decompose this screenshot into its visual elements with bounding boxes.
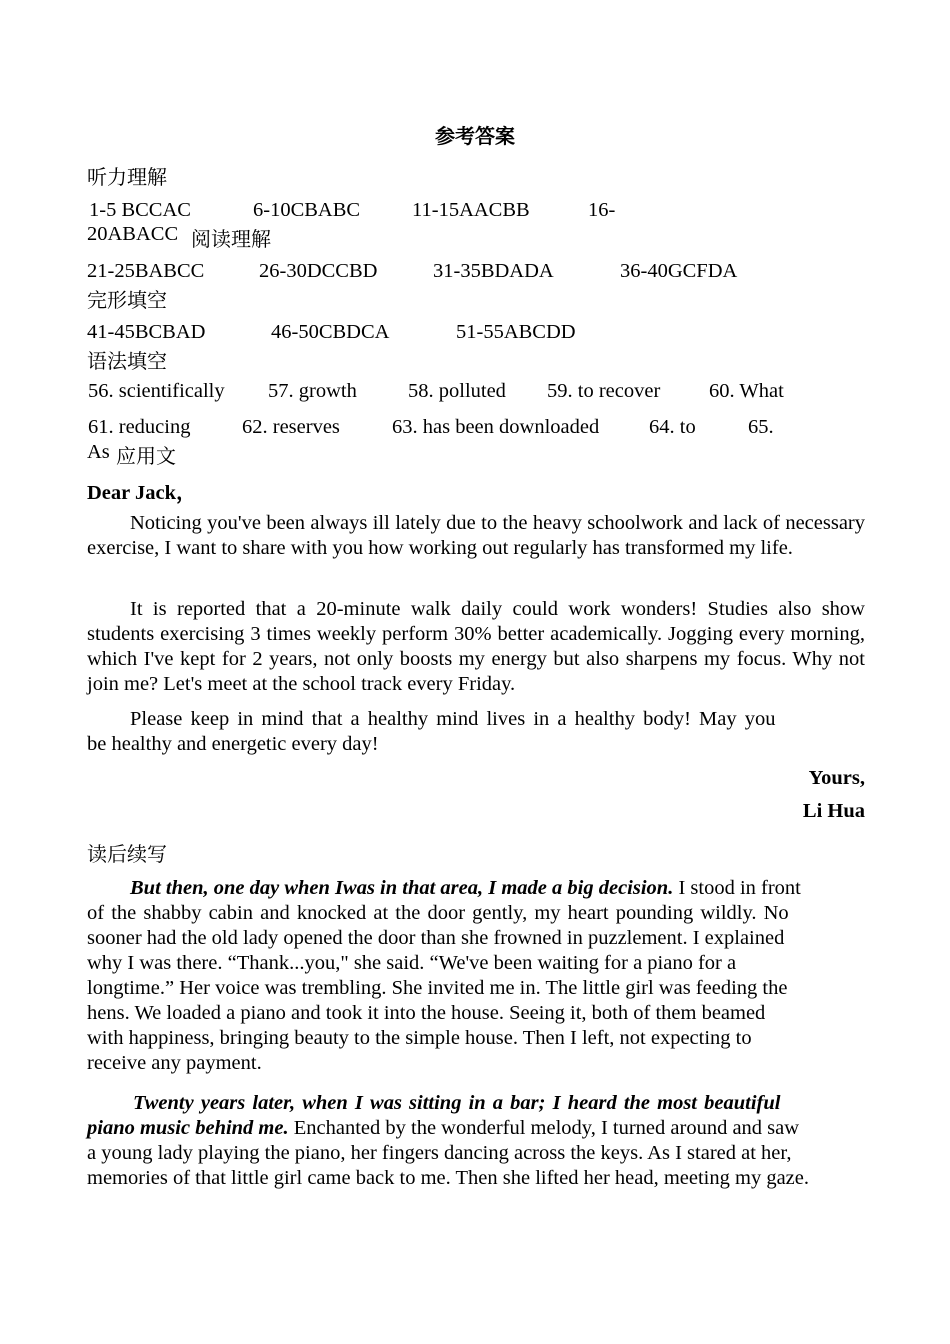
paragraph-text: Enchanted by the wonderful melody, I turned around and saw xyxy=(288,1117,800,1139)
paragraph-line: memories of that little girl came back to me. Then she lifted her head, meeting my gaze. xyxy=(87,1167,809,1189)
letter-signature: Li Hua xyxy=(802,800,865,822)
paragraph-text: Noticing you've been always ill lately due to the heavy schoolwork and lack of necessary exercise, I want to share with you how working out regularly has transformed my life. xyxy=(87,512,865,559)
answer-item: 62. reserves xyxy=(242,416,340,438)
page-title: 参考答案 xyxy=(435,124,515,148)
paragraph-text: It is reported that a 20-minute walk daily could work wonders! Studies also show students exercising 3 times weekly perform 30% better academically. Jogging every morning, which I've kept for 2 years, not only boosts my energy but also sharpens my focus. Why not join me? Let's meet at the school track every Friday. xyxy=(87,598,865,695)
answer-group: 20ABACC xyxy=(87,223,179,245)
paragraph-line: longtime.” Her voice was trembling. She invited me in. The little girl was feeding the xyxy=(87,977,788,999)
letter-salutation: Dear Jack， xyxy=(87,482,197,504)
paragraph-line: a young lady playing the piano, her fingers dancing across the keys. As I stared at her, xyxy=(87,1142,792,1164)
section-heading-grammar: 语法填空 xyxy=(87,349,167,373)
answer-item: 58. polluted xyxy=(408,380,506,402)
answer-item: 60. What xyxy=(709,380,784,402)
answer-item: 65. xyxy=(748,416,774,438)
answer-group: 31-35BDADA xyxy=(433,260,554,282)
section-heading-continuation: 读后续写 xyxy=(87,842,167,866)
answer-item: 63. has been downloaded xyxy=(392,416,600,438)
paragraph-line: hens. We loaded a piano and took it into the house. Seeing it, both of them beamed xyxy=(87,1002,766,1024)
answer-item: As xyxy=(87,441,110,463)
section-heading-listening: 听力理解 xyxy=(87,165,167,189)
answer-group: 21-25BABCC xyxy=(87,260,205,282)
section-heading-reading: 阅读理解 xyxy=(191,227,271,251)
paragraph-line: sooner had the old lady opened the door than she frowned in puzzlement. I explained xyxy=(87,927,785,949)
paragraph-lead-sentence: But then, one day when Iwas in that area, I made a big decision. xyxy=(130,877,674,899)
answer-item: 56. scientifically xyxy=(88,380,225,402)
answer-group: 6-10CBABC xyxy=(253,199,361,221)
paragraph-line: why I was there. “Thank...you," she said. “We've been waiting for a piano for a xyxy=(87,952,737,974)
letter-closing: Yours, xyxy=(808,767,865,789)
letter-paragraph-2 xyxy=(87,597,865,697)
answer-item: 57. growth xyxy=(268,380,357,402)
paragraph-line: receive any payment. xyxy=(87,1052,262,1074)
paragraph-line: of the shabby cabin and knocked at the door gently, my heart pounding wildly. No xyxy=(87,902,789,924)
answer-group: 26-30DCCBD xyxy=(259,260,378,282)
section-heading-writing: 应用文 xyxy=(116,444,176,468)
answer-group: 46-50CBDCA xyxy=(271,321,390,343)
letter-paragraph-3-line-1: Please keep in mind that a healthy mind lives in a healthy body! May you xyxy=(130,708,776,730)
paragraph-line: with happiness, bringing beauty to the simple house. Then I left, not expecting to xyxy=(87,1027,752,1049)
paragraph-lead-sentence: piano music behind me. xyxy=(87,1117,289,1139)
answer-group: 1-5 BCCAC xyxy=(89,199,191,221)
paragraph-lead-sentence: Twenty years later, when I was sitting in a bar; I heard the most beautiful xyxy=(133,1092,781,1114)
answer-group: 16- xyxy=(588,199,616,221)
answer-group: 41-45BCBAD xyxy=(87,321,206,343)
letter-paragraph-3-line-2: be healthy and energetic every day! xyxy=(87,733,379,755)
answer-item: 59. to recover xyxy=(547,380,661,402)
answer-group: 36-40GCFDA xyxy=(620,260,738,282)
section-heading-cloze: 完形填空 xyxy=(87,288,167,312)
answer-item: 61. reducing xyxy=(88,416,191,438)
answer-item: 64. to xyxy=(649,416,696,438)
answer-group: 51-55ABCDD xyxy=(456,321,576,343)
paragraph-text: I stood in front xyxy=(673,877,801,899)
answer-group: 11-15AACBB xyxy=(412,199,530,221)
letter-paragraph-1 xyxy=(87,511,865,561)
